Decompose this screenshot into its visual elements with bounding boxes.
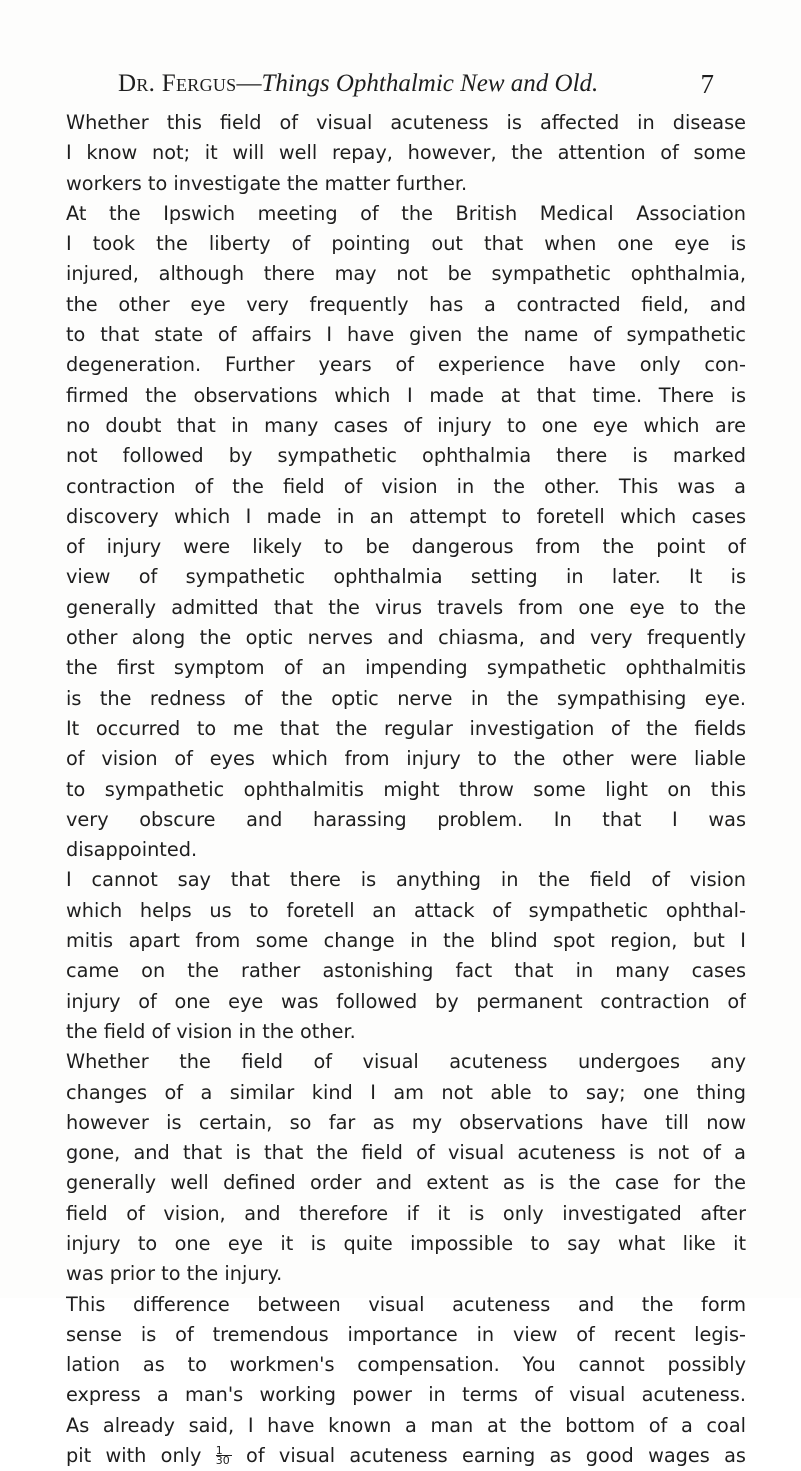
text-line: lation as to workmen's compensation. You cannot possibly [66, 1353, 746, 1377]
text-line: to sympathetic ophthalmitis might throw some light on this [66, 777, 746, 801]
text-line: of vision of eyes which from injury to the other were liable [66, 747, 746, 771]
final-line-after: of visual acuteness earning as good wages as [246, 1444, 746, 1468]
fraction-denominator: 30 [215, 1454, 230, 1468]
text-line: very obscure and harassing problem. In that I was [66, 807, 746, 831]
text-line: I know not; it will well repay, however, the attention of some [66, 141, 746, 165]
header-author: Dr. Fergus [118, 70, 237, 97]
body-text [66, 108, 746, 1471]
text-line: express a man's working power in terms of visual acuteness. [66, 1383, 746, 1407]
header-dash: — [236, 70, 262, 97]
fraction-numerator: 1 [216, 1446, 232, 1456]
final-line-before: pit with only [66, 1444, 202, 1468]
text-line: I cannot say that there is anything in the field of vision [66, 868, 746, 892]
text-line: It occurred to me that the regular investigation of the fields [66, 716, 746, 740]
text-line: As already said, I have known a man at the bottom of a coal [66, 1413, 746, 1437]
text-line: the first symptom of an impending sympathetic ophthalmitis [66, 656, 746, 680]
header-title: Things Ophthalmic New and Old. [261, 70, 599, 97]
text-line: not followed by sympathetic ophthalmia there is marked [66, 444, 746, 468]
text-line: of injury were likely to be dangerous from the point of [66, 535, 746, 559]
text-line: sense is of tremendous importance in view of recent legis- [66, 1322, 746, 1346]
text-line: the other eye very frequently has a contracted field, and [66, 292, 746, 316]
text-line: gone, and that is that the field of visual acuteness is not of a [66, 1141, 746, 1165]
text-line: field of vision, and therefore if it is only investigated after [66, 1201, 746, 1225]
text-line: to that state of affairs I have given the name of sympathetic [66, 323, 746, 347]
page-number: 7 [700, 69, 714, 99]
text-line: however is certain, so far as my observations have till now [66, 1110, 746, 1134]
text-line: was prior to the injury. [66, 1262, 283, 1286]
text-line: discovery which I made in an attempt to foretell which cases [66, 504, 746, 528]
text-line-final [66, 1441, 746, 1471]
text-line: changes of a similar kind I am not able to say; one thing [66, 1080, 746, 1104]
text-line: This difference between visual acuteness and the form [66, 1292, 746, 1316]
text-line: injury to one eye it is quite impossible to say what like it [66, 1231, 746, 1255]
fraction [216, 1446, 232, 1466]
text-line: the field of vision in the other. [66, 1019, 356, 1043]
text-line: mitis apart from some change in the blind spot region, but I [66, 929, 746, 953]
text-line: disappointed. [66, 838, 198, 862]
text-line: I took the liberty of pointing out that when one eye is [66, 232, 746, 256]
text-line: degeneration. Further years of experience have only con- [66, 353, 746, 377]
text-line: generally admitted that the virus travels from one eye to the [66, 595, 746, 619]
text-line: other along the optic nerves and chiasma, and very frequently [66, 626, 746, 650]
text-line: no doubt that in many cases of injury to one eye which are [66, 413, 746, 437]
text-line: Whether this field of visual acuteness is affected in disease [66, 111, 746, 134]
text-line: Whether the field of visual acuteness undergoes any [66, 1050, 746, 1074]
text-line: which helps us to foretell an attack of sympathetic ophthal- [66, 898, 746, 922]
text-line: At the Ipswich meeting of the British Medical Association [66, 201, 746, 225]
text-line: generally well defined order and extent as is the case for the [66, 1171, 746, 1195]
text-line: workers to investigate the matter further. [66, 171, 468, 195]
running-header [118, 64, 714, 104]
text-line: is the redness of the optic nerve in the sympathising eye. [66, 686, 746, 710]
text-line: view of sympathetic ophthalmia setting in later. It is [66, 565, 746, 589]
text-line: injured, although there may not be sympathetic ophthalmia, [66, 262, 746, 286]
text-line: injury of one eye was followed by permanent contraction of [66, 989, 746, 1013]
text-line: came on the rather astonishing fact that in many cases [66, 959, 746, 983]
text-line: firmed the observations which I made at that time. There is [66, 383, 746, 407]
text-line: contraction of the field of vision in the other. This was a [66, 474, 746, 498]
